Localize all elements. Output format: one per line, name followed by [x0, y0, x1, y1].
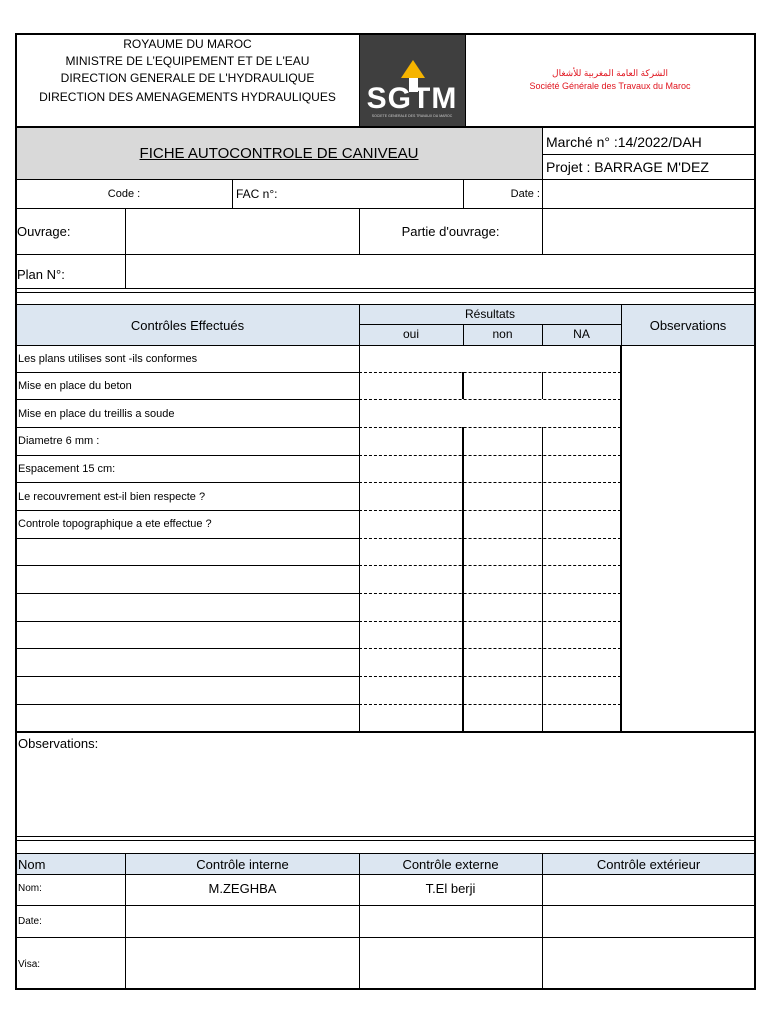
grid-line: [359, 621, 621, 622]
non-column-header: non: [492, 327, 513, 341]
ministry-line-3: DIRECTION GENERALE DE L'HYDRAULIQUE: [60, 71, 315, 85]
plan-label: Plan N°:: [17, 267, 65, 282]
grid-line: [542, 853, 543, 989]
grid-line: [463, 324, 464, 346]
control-row-label: Mise en place du treillis a soude: [18, 408, 175, 420]
signature-row-label: Date:: [18, 916, 42, 927]
grid-line: [359, 399, 621, 400]
grid-line: [16, 179, 755, 180]
grid-line: [621, 304, 622, 346]
company-name-arabic: الشركة العامة المغربية للأشغال: [552, 68, 668, 78]
grid-line: [359, 324, 621, 325]
grid-line: [542, 208, 543, 254]
grid-line: [462, 372, 464, 399]
results-column-header: Résultats: [464, 307, 516, 321]
controls-column-header: Contrôles Effectués: [130, 318, 245, 333]
observations-label: Observations:: [18, 736, 99, 751]
grid-line: [125, 208, 126, 288]
grid-line: [16, 288, 755, 289]
grid-line: [16, 874, 755, 875]
grid-line: [359, 704, 621, 705]
grid-line: [359, 853, 360, 989]
grid-line: [542, 127, 543, 179]
marche-number: Marché n° :14/2022/DAH: [546, 134, 702, 150]
signature-row-label: Nom:: [18, 883, 42, 894]
grid-line: [359, 427, 621, 428]
grid-line: [16, 836, 755, 837]
grid-line: [359, 676, 621, 677]
grid-line: [359, 455, 621, 456]
project-name: Projet : BARRAGE M'DEZ: [546, 159, 709, 175]
control-row-label: Controle topographique a ete effectue ?: [18, 518, 212, 530]
grid-line: [16, 292, 755, 293]
observations-column-header: Observations: [649, 318, 727, 333]
signature-row-label: Visa:: [18, 959, 41, 970]
control-row-label: Espacement 15 cm:: [18, 463, 116, 475]
grid-line: [16, 840, 755, 841]
date-label: Date :: [510, 188, 540, 200]
control-row-label: Mise en place du beton: [18, 380, 132, 392]
grid-line: [16, 648, 359, 649]
grid-line: [359, 648, 621, 649]
controle-externe-header: Contrôle externe: [402, 857, 499, 872]
grid-line: [16, 427, 359, 428]
grid-line: [16, 455, 359, 456]
internal-controller-name: M.ZEGHBA: [208, 881, 277, 896]
grid-line: [542, 154, 755, 155]
grid-line: [16, 538, 359, 539]
grid-line: [359, 510, 621, 511]
grid-line: [16, 208, 755, 209]
grid-line: [359, 538, 621, 539]
ministry-line-4: DIRECTION DES AMENAGEMENTS HYDRAULIQUES: [39, 90, 336, 104]
nom-column-header: Nom: [18, 857, 46, 872]
outer-border: [15, 33, 756, 990]
grid-line: [16, 254, 755, 255]
grid-line: [16, 731, 755, 733]
grid-line: [359, 482, 621, 483]
grid-line: [16, 676, 359, 677]
grid-line: [16, 399, 359, 400]
grid-line: [16, 853, 755, 854]
ministry-line-1: ROYAUME DU MAROC: [123, 37, 252, 51]
logo-text: SGTM: [366, 82, 458, 115]
grid-line: [542, 372, 543, 399]
grid-line: [465, 34, 466, 127]
na-column-header: NA: [573, 327, 590, 341]
grid-line: [16, 126, 755, 128]
grid-line: [16, 482, 359, 483]
grid-line: [16, 593, 359, 594]
grid-line: [16, 372, 359, 373]
grid-line: [16, 565, 359, 566]
external-controller-name: T.El berji: [425, 881, 476, 896]
grid-line: [16, 345, 755, 346]
ministry-line-2: MINISTRE DE L’EQUIPEMENT ET DE L'EAU: [65, 54, 310, 68]
logo-subtext: SOCIETE GENERALE DES TRAVAUX DU MAROC: [371, 114, 453, 118]
grid-line: [359, 304, 360, 731]
grid-line: [359, 34, 360, 127]
grid-line: [462, 427, 464, 731]
grid-line: [542, 324, 543, 346]
grid-line: [16, 304, 755, 305]
grid-line: [463, 179, 464, 208]
form-title: FICHE AUTOCONTROLE DE CANIVEAU: [139, 145, 419, 162]
grid-line: [359, 208, 360, 254]
grid-line: [232, 179, 233, 208]
control-row-label: Le recouvrement est-il bien respecte ?: [18, 491, 206, 503]
partie-ouvrage-label: Partie d'ouvrage:: [401, 224, 500, 239]
grid-line: [16, 510, 359, 511]
grid-line: [359, 372, 621, 373]
grid-line: [16, 704, 359, 705]
grid-line: [125, 853, 126, 989]
controle-exterieur-header: Contrôle extérieur: [596, 857, 701, 872]
grid-line: [542, 427, 543, 731]
grid-line: [16, 937, 755, 938]
oui-column-header: oui: [402, 327, 419, 341]
fac-label: FAC n°:: [236, 187, 278, 201]
control-row-label: Diametre 6 mm :: [18, 435, 100, 447]
control-row-label: Les plans utilises sont -ils conformes: [18, 353, 198, 365]
grid-line: [359, 565, 621, 566]
controle-interne-header: Contrôle interne: [196, 857, 289, 872]
code-label: Code :: [107, 188, 141, 200]
grid-line: [16, 905, 755, 906]
grid-line: [542, 179, 543, 208]
ouvrage-label: Ouvrage:: [17, 224, 71, 239]
grid-line: [359, 593, 621, 594]
grid-line: [16, 621, 359, 622]
company-name-french: Société Générale des Travaux du Maroc: [529, 81, 691, 91]
